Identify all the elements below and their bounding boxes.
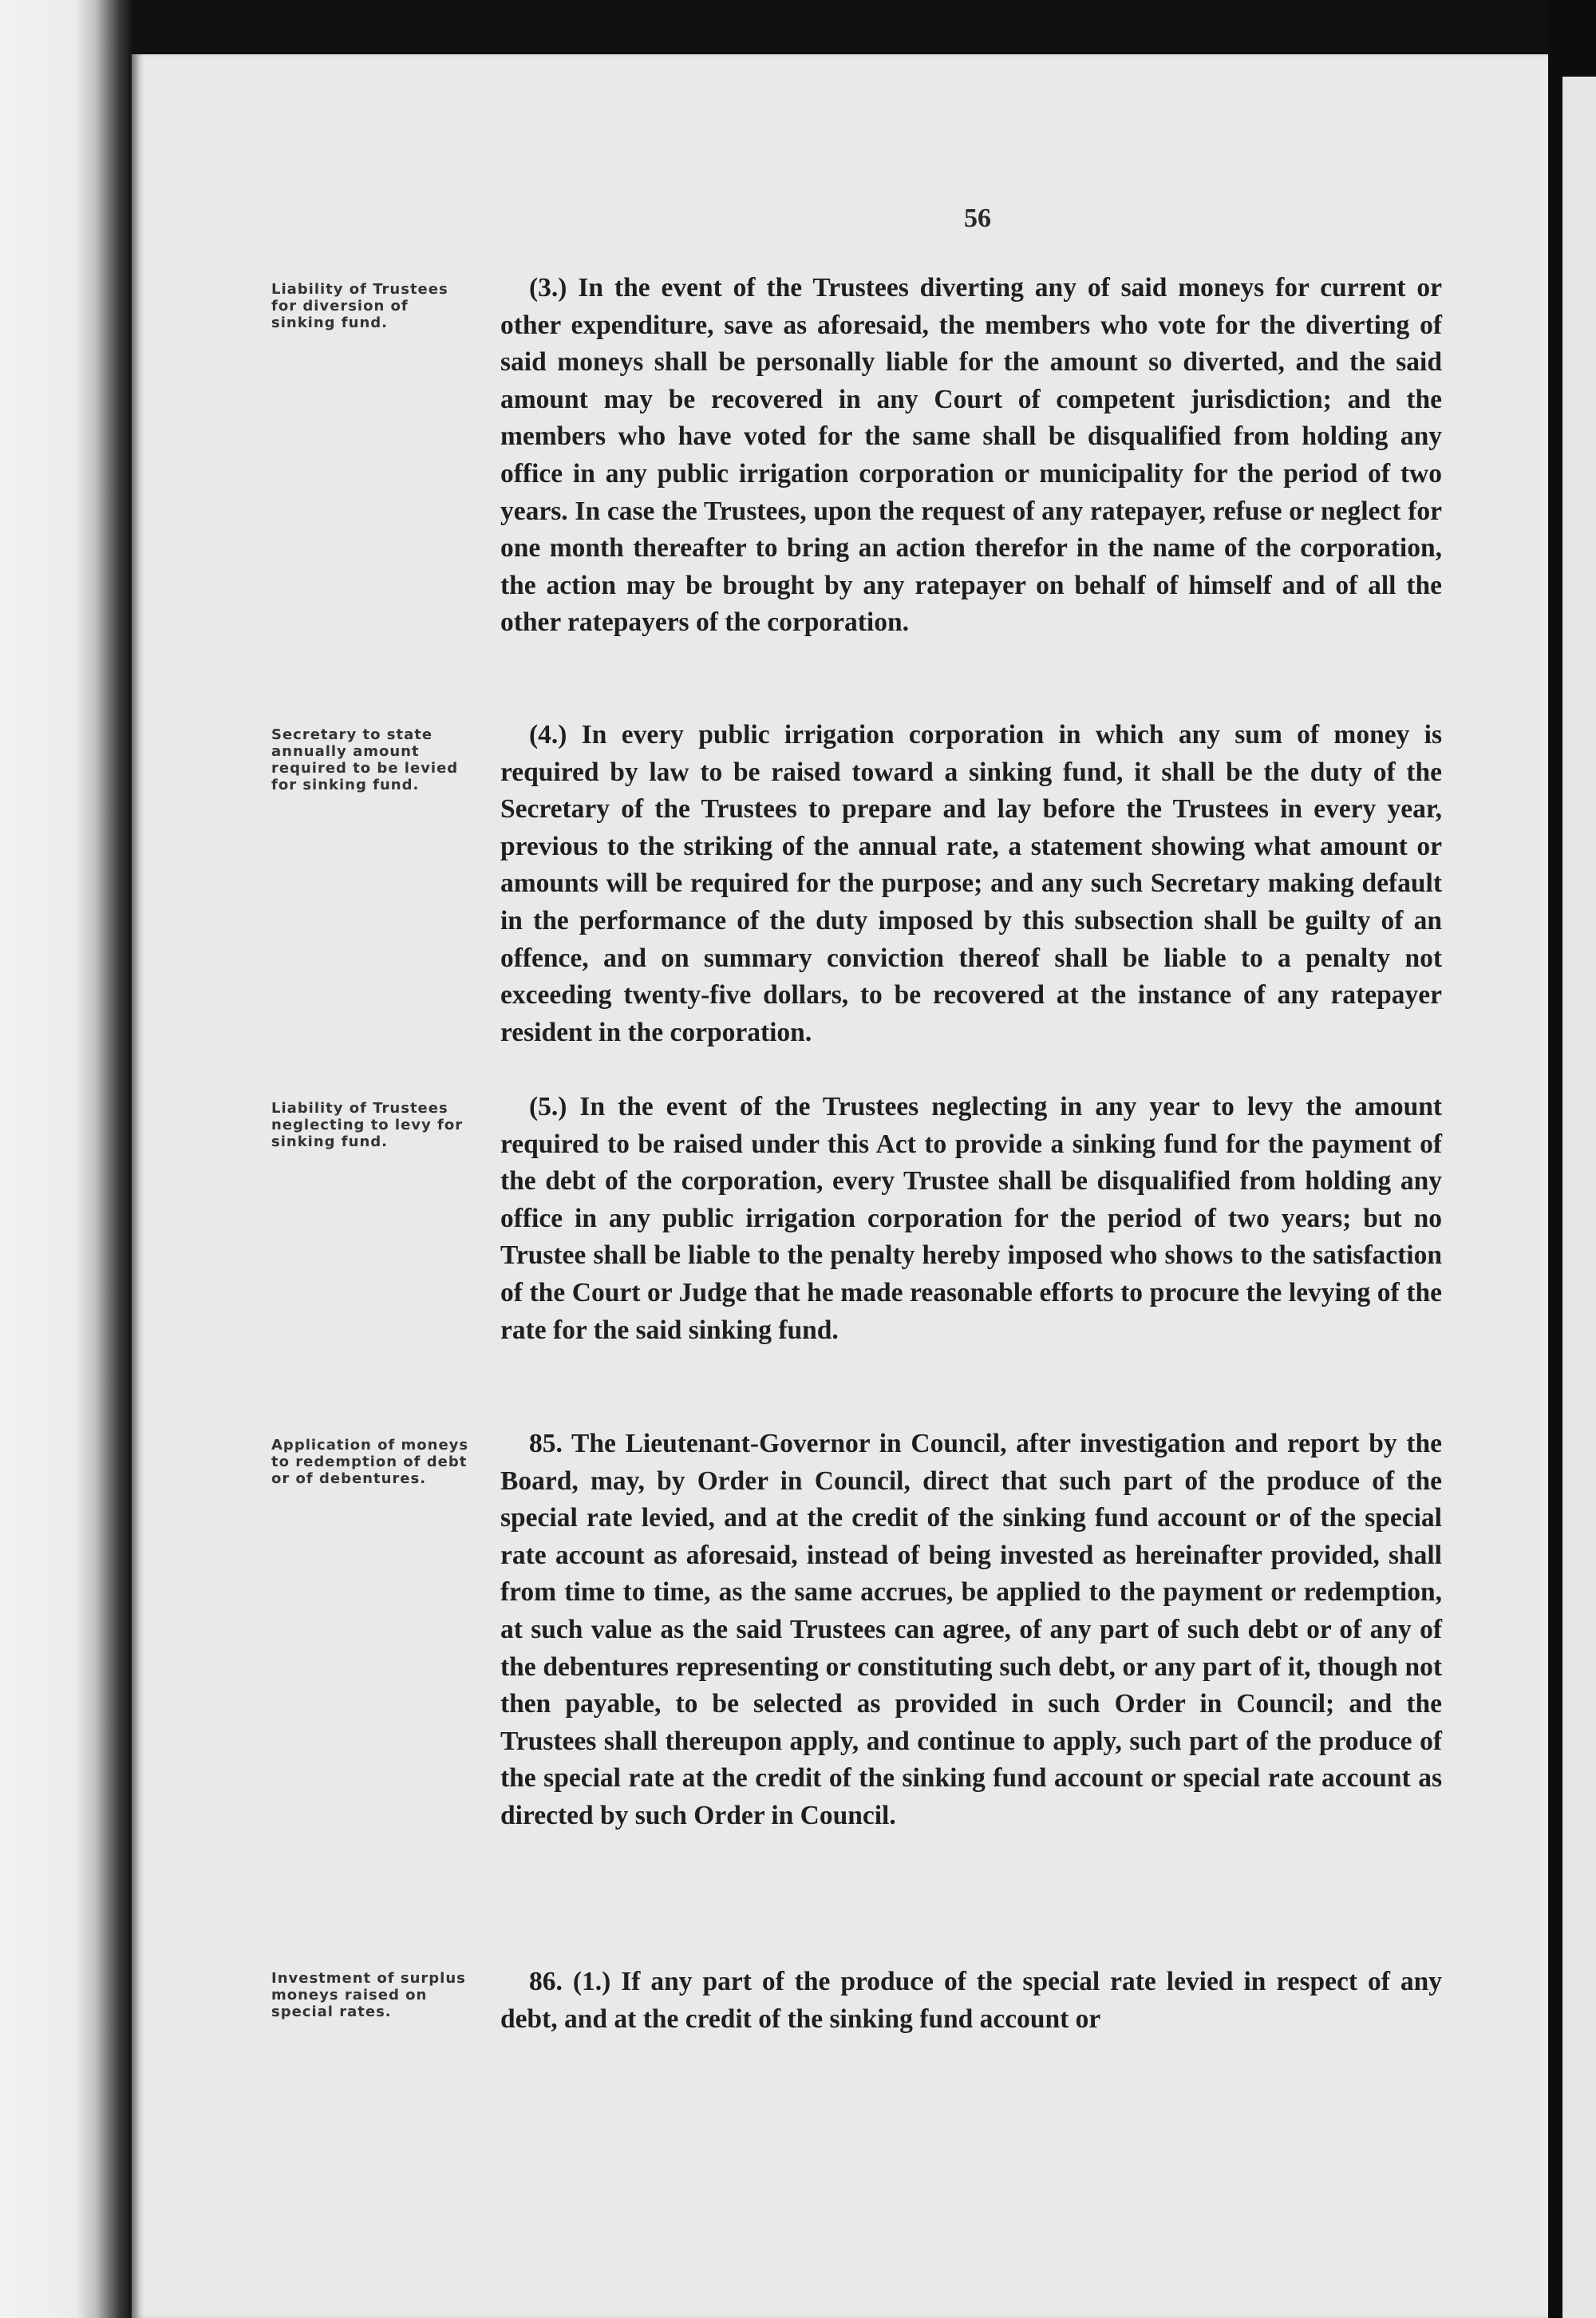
- paragraph-section-86: [500, 1964, 1442, 2038]
- paragraph-text: In every public irrigation corporation in which any sum of money is required by law to be raised toward a sinking fund, it shall be the duty of the Secretary of the Trustees to prepare and lay before the Trustees in every year, previous to the striking of the annual rate, a statement showing what amount or amounts will be required for the purpose; and any such Secretary making default in the performance of the duty imposed by this subsection shall be guilty of an offence, and on summary conviction thereof shall be liable to a penalty not exceeding twenty-five dollars, to be recovered at the instance of any ratepayer resident in the corporation.: [500, 720, 1442, 1047]
- paragraph-text: If any part of the produce of the special rate levied in respect of any debt, and at the credit of the sinking fund account or: [500, 1967, 1443, 2034]
- paragraph-subsection-5: [500, 1089, 1442, 1349]
- paragraph-text: In the event of the Trustees neglecting in any year to levy the amount required to be raised under this Act to provide a sinking fund for the payment of the debt of the corporation, every Trustee shall be disqualified from holding any office in any public irrigation corporation for the period of two years; but no Trustee shall be liable to the penalty hereby imposed who shows to the satisfaction of the Court or Judge that he made reasonable efforts to procure the levying of the rate for the said sinking fund.: [500, 1092, 1442, 1345]
- subsection-number: (1.): [572, 1967, 611, 1996]
- scan-top-border: [132, 0, 1548, 54]
- subsection-number: (5.): [529, 1092, 567, 1121]
- paragraph-text: The Lieutenant-Governor in Council, after investigation and report by the Board, may, by Order in Council, direct that such part of the produce of the special rate levied, and at the credit of the sinking fund account or of the special rate account as aforesaid, instead of being invested as hereinafter provided, shall from time to time, as the same accrues, be applied to the payment or redemption, at such value as the said Trustees can agree, of any part of such debt or of any of the debentures representing or constituting such debt, or any part of it, though not then payable, to be selected as provided in such Order in Council; and the Trustees shall thereupon apply, and continue to apply, such part of the produce of the special rate at the credit of the sinking fund account or special rate account as directed by such Order in Council.: [500, 1429, 1442, 1830]
- paragraph-subsection-3: [500, 270, 1442, 642]
- margin-note-liability-diversion: Liability of Trustees for diversion of sinking fund.: [271, 281, 448, 331]
- section-number: 85.: [529, 1429, 563, 1458]
- paragraph-text: In the event of the Trustees diverting any of said moneys for current or other expenditure, save as aforesaid, the members who vote for the diverting of said moneys shall be personally liable for the amount so diverted, and the said amount may be recovered in any Court of competent jurisdiction; and the members who have voted for the same shall be disqualified from holding any office in any public irrigation corporation or municipality for the period of two years. In case the Trustees, upon the request of any ratepayer, refuse or neglect for one month thereafter to bring an action therefor in the name of the corporation, the action may be brought by any ratepayer on behalf of himself and of all the other ratepayers of the corporation.: [500, 273, 1442, 638]
- facing-page-edge: [1562, 77, 1596, 2318]
- margin-note-investment-surplus: Investment of surplus moneys raised on special rates.: [271, 1970, 466, 2020]
- margin-note-secretary-statement: Secretary to state annually amount required to be levied for sinking fund.: [271, 726, 459, 793]
- section-number: 86.: [529, 1967, 563, 1996]
- page-number: 56: [964, 204, 991, 233]
- subsection-number: (3.): [529, 273, 567, 303]
- subsection-number: (4.): [529, 720, 567, 750]
- paragraph-section-85: [500, 1426, 1442, 1835]
- margin-note-liability-neglect: Liability of Trustees neglecting to levy for sinking fund.: [271, 1100, 464, 1150]
- scan-left-gutter: [0, 0, 132, 2318]
- paragraph-subsection-4: [500, 717, 1442, 1051]
- margin-note-application-redemption: Application of moneys to redemption of debt or of debentures.: [271, 1437, 469, 1487]
